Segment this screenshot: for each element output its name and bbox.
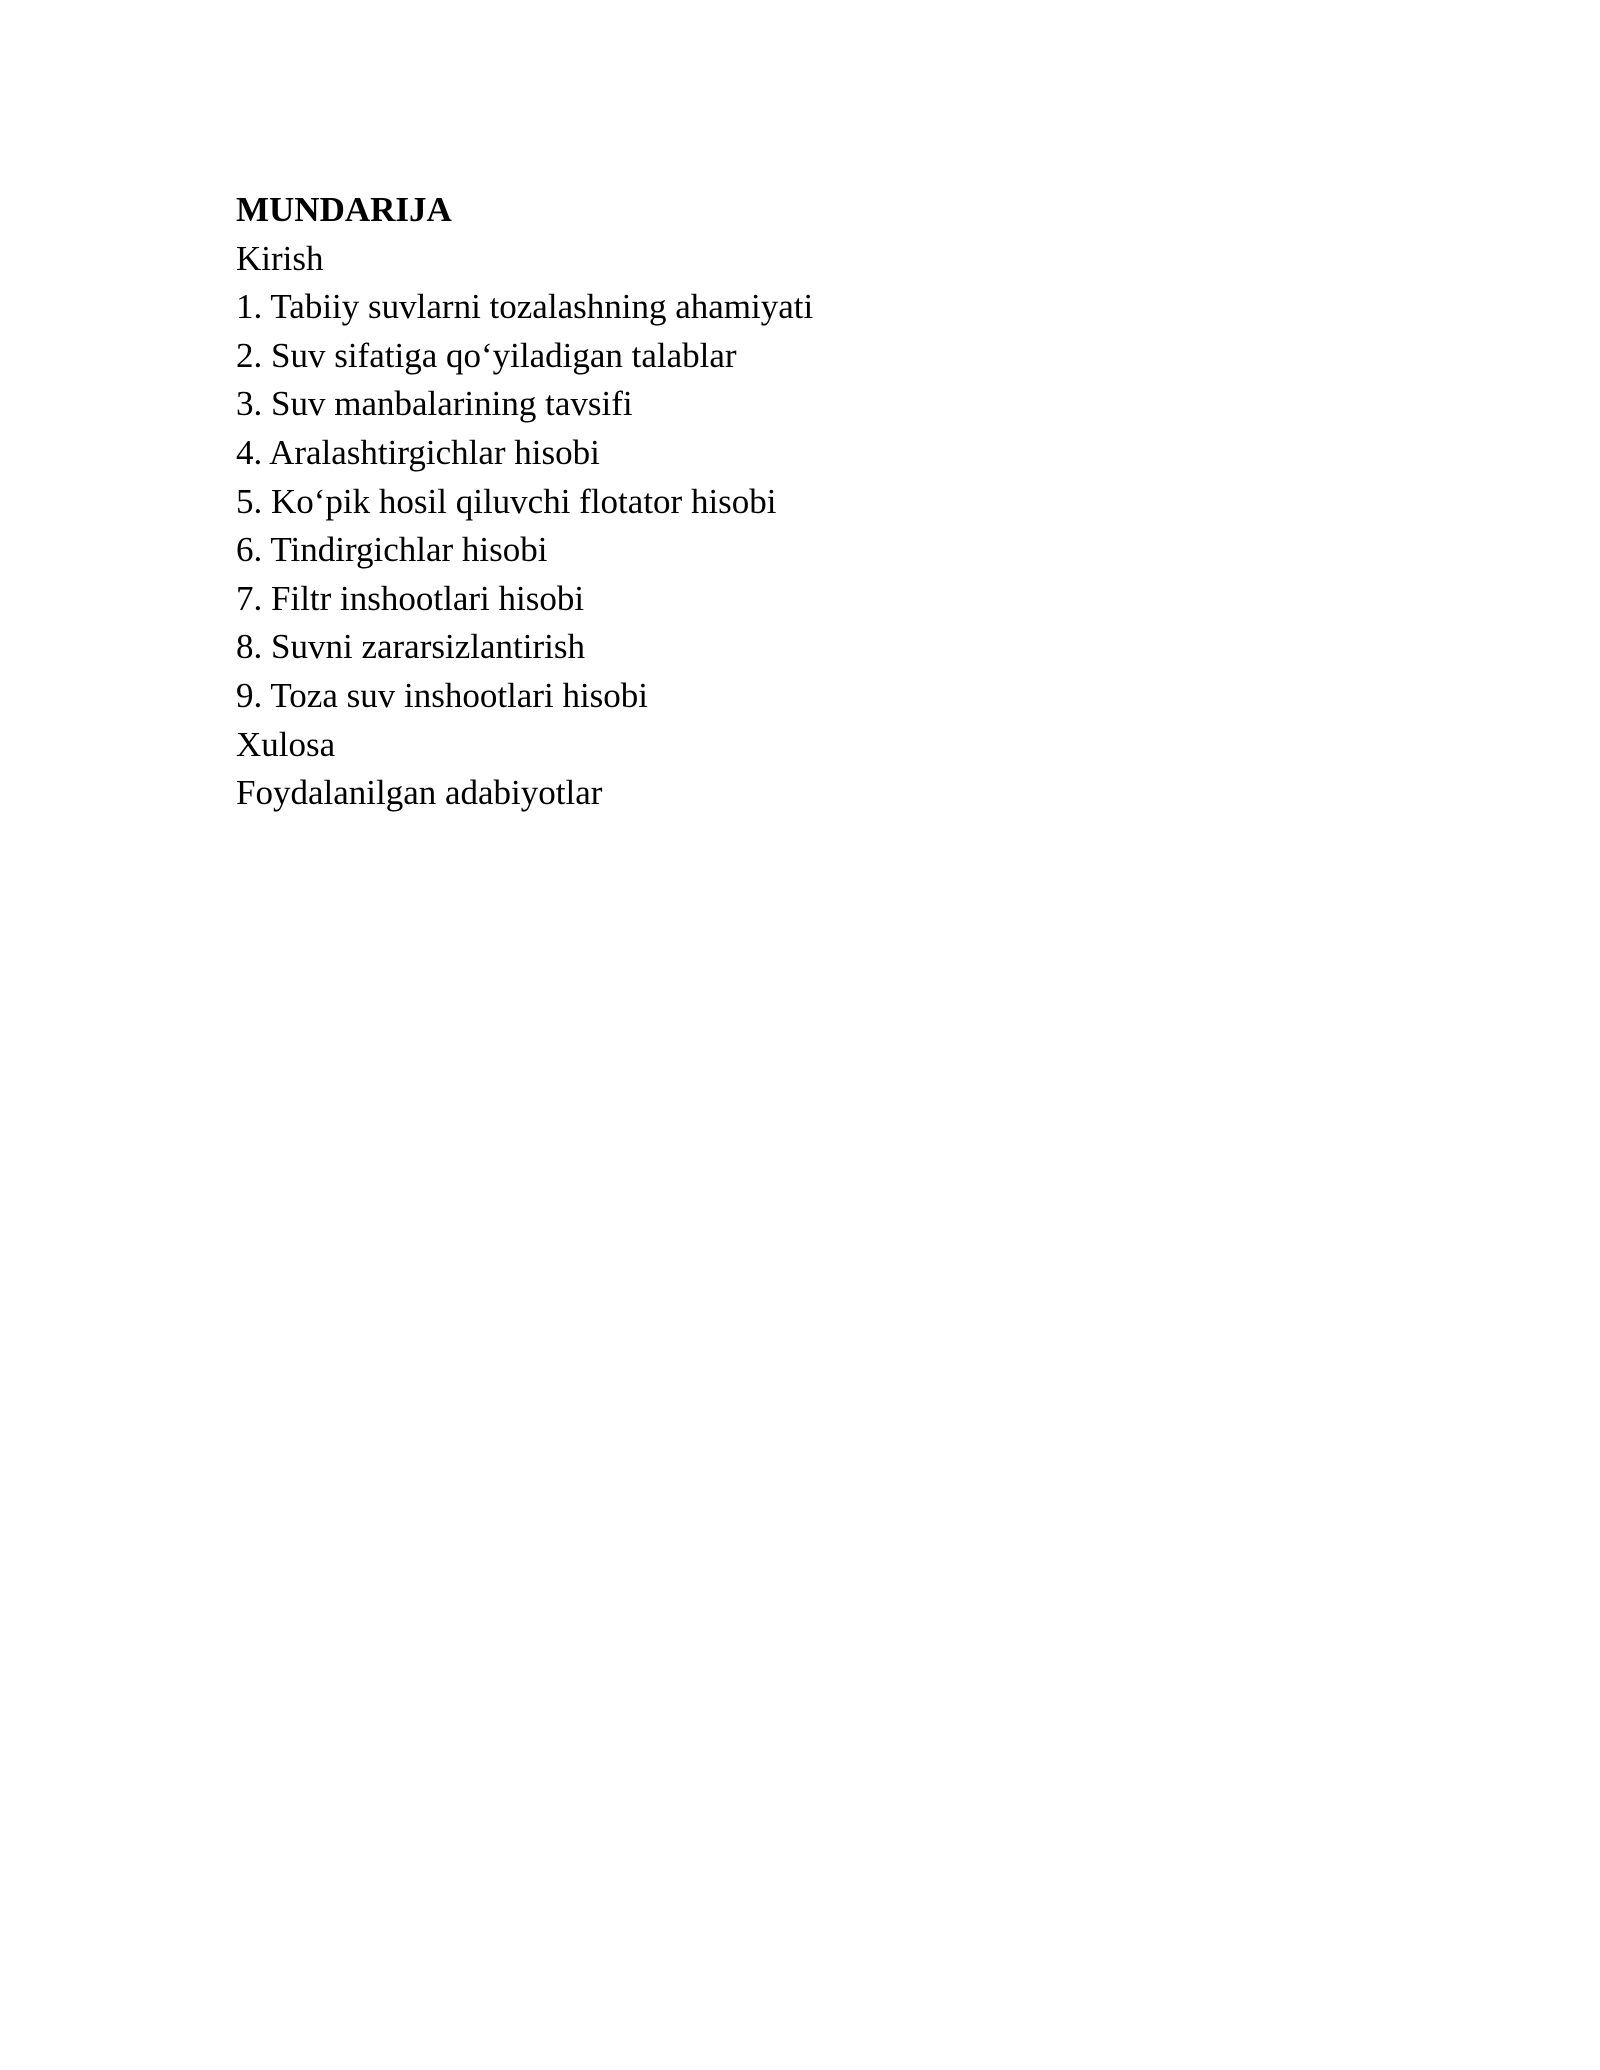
- toc-item-1: 1. Tabiiy suvlarni tozalashning ahamiyati: [236, 287, 814, 327]
- toc-item-5: 5. Ko‘pik hosil qiluvchi flotator hisobi: [236, 481, 777, 521]
- toc-item-8: 8. Suvni zararsizlantirish: [236, 627, 585, 667]
- table-of-contents: [236, 186, 1336, 818]
- toc-item-4: 4. Aralashtirgichlar hisobi: [236, 432, 600, 472]
- toc-item-9: 9. Toza suv inshootlari hisobi: [236, 675, 649, 715]
- toc-title: MUNDARIJA: [236, 190, 452, 229]
- toc-item-3: 3. Suv manbalarining tavsifi: [236, 384, 633, 424]
- toc-item-references: Foydalanilgan adabiyotlar: [236, 773, 603, 813]
- toc-item-7: 7. Filtr inshootlari hisobi: [236, 578, 585, 618]
- toc-list: [236, 235, 1336, 818]
- toc-item-conclusion: Xulosa: [236, 724, 336, 764]
- toc-item-2: 2. Suv sifatiga qo‘yiladigan talablar: [236, 335, 737, 375]
- toc-item-6: 6. Tindirgichlar hisobi: [236, 530, 548, 570]
- toc-item-introduction: Kirish: [236, 238, 324, 278]
